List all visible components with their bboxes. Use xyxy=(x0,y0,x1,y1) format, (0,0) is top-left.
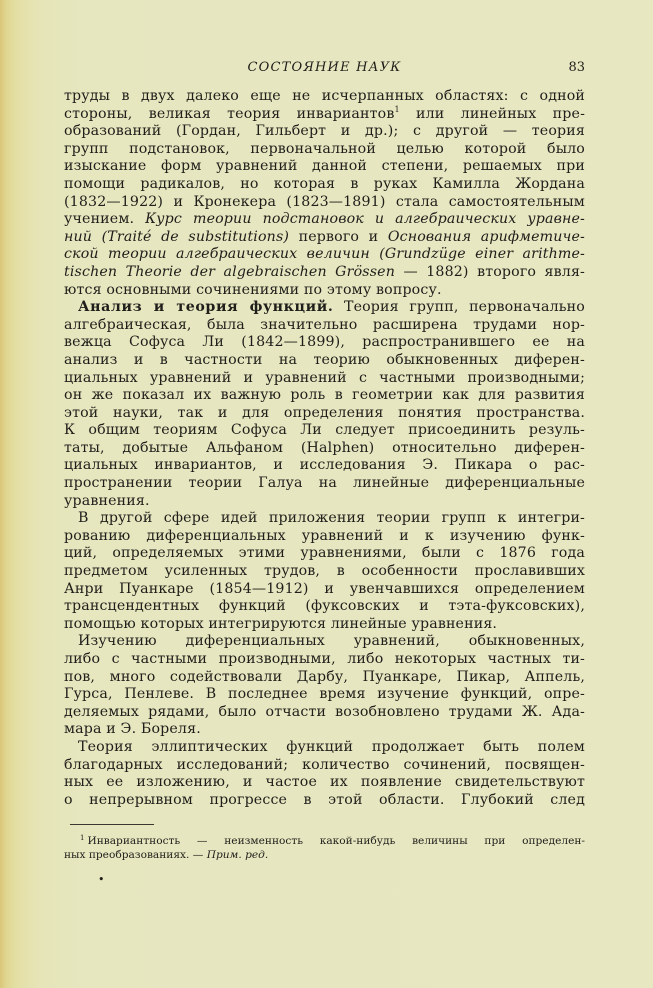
text-run: стороны, великая теория инвариантов xyxy=(64,105,395,122)
text-line xyxy=(64,264,585,282)
text-line: помощью которых интегрируются линейные уравнения. xyxy=(64,615,498,632)
book-title-italic: Основания арифметиче- xyxy=(387,228,585,245)
text-line: либо с частными производными, либо некоторых частных ти- xyxy=(64,651,585,667)
footnote-text: ных преобразованиях. — xyxy=(64,849,204,861)
text-line: Теория эллиптических функций продолжает быть полем xyxy=(78,738,585,755)
book-title-italic: ний (Traité de substitutions) xyxy=(64,228,290,245)
text-line: ются основными сочинениями по этому вопросу. xyxy=(64,281,442,298)
text-run: первого и xyxy=(298,228,379,245)
text-line: образований (Гордан, Гильберт и др.); с другой — теория xyxy=(64,123,585,140)
text-run: или линейных пре- xyxy=(416,105,586,122)
text-line: мара и Э. Бореля. xyxy=(64,721,201,738)
printer-mark-icon: • xyxy=(98,873,105,886)
text-line: К общим теориям Софуса Ли следует присоединить резуль- xyxy=(64,422,585,439)
footnote-number: 1 xyxy=(80,834,85,842)
running-title: СОСТОЯНИЕ НАУК xyxy=(247,60,402,75)
editor-note: Прим. ред. xyxy=(206,849,269,861)
text-line: алгебраическая, была значительно расширена трудами нор- xyxy=(64,316,585,333)
text-line: (1832—1922) и Кронекера (1823—1891) стала самостоятельным xyxy=(64,193,585,210)
text-line: благодарных исследований; количество сочинений, посвящен- xyxy=(64,756,585,773)
text-line xyxy=(64,229,585,247)
text-line: уравнения. xyxy=(64,492,150,509)
text-line: пов, много содействовали Дарбу, Пуанкаре, Пикар, Аппель, xyxy=(64,668,585,685)
text-line: групп подстановок, первоначальной целью которой было xyxy=(64,140,585,157)
text-line: пространении теории Галуа на линейные диференциальные xyxy=(64,475,585,492)
book-title-italic: Курс теории подстановок и алгебраических уравне- xyxy=(145,211,585,228)
text-run: учением. xyxy=(64,211,135,228)
section-heading: Анализ и теория функций. xyxy=(78,299,334,316)
text-line xyxy=(64,299,585,317)
text-run: — 1882) второго явля- xyxy=(403,263,585,280)
text-line: Анри Пуанкаре (1854—1912) и увенчавшихся определением xyxy=(64,580,585,597)
footnote xyxy=(64,834,585,862)
text-line: изыскание форм уравнений данной степени, решаемых при xyxy=(64,158,585,175)
text-line: Гурса, Пенлеве. В последнее время изучение функций, опре- xyxy=(64,686,585,703)
text-line xyxy=(64,211,585,229)
text-line: этой науки, так и для определения понятия пространства. xyxy=(64,404,585,421)
text-line: рованию диференциальных уравнений и к изучению функ- xyxy=(64,527,585,544)
text-line: трансцендентных функций (фуксовских и тэта-фуксовских), xyxy=(64,598,585,615)
text-line: он же показал их важную роль в геометрии как для развития xyxy=(64,387,585,404)
text-line: труды в двух далеко еще не исчерпанных областях: с одной xyxy=(64,88,585,104)
text-line xyxy=(64,106,585,124)
footnote-line xyxy=(64,834,585,848)
text-line: деляемых рядами, было отчасти возобновлено трудами Ж. Ада- xyxy=(64,703,585,720)
footnote-divider xyxy=(70,824,154,825)
body-text xyxy=(64,88,585,809)
text-line: В другой сфере идей приложения теории групп к интегри- xyxy=(78,510,585,527)
page-number: 83 xyxy=(568,60,585,75)
footnote-text: Инвариантность — неизменность какой-нибудь величины при определен- xyxy=(87,835,585,847)
text-line: таты, добытые Альфаном (Halphen) относительно диферен- xyxy=(64,439,585,456)
running-header xyxy=(64,58,585,78)
text-line: ных ее изложению, и частое их появление свидетельствуют xyxy=(64,774,585,791)
text-line: анализ и в частности на теорию обыкновенных диферен- xyxy=(64,351,585,368)
text-line: циальных инвариантов, и исследования Э. Пикара о рас- xyxy=(64,457,585,474)
footnote-reference[interactable]: 1 xyxy=(394,104,400,114)
text-line: ской теории алгебраических величин (Grundzüge einer arithme- xyxy=(64,246,585,263)
text-line: циальных уравнений и уравнений с частными производными; xyxy=(64,369,585,386)
text-line: Изучению диференциальных уравнений, обыкновенных, xyxy=(78,633,585,650)
book-title-italic: tischen Theorie der algebraischen Grössen xyxy=(64,263,395,280)
text-run: Теория групп, первоначально xyxy=(343,299,585,316)
text-line: о непрерывном прогрессе в этой области. Глубокий след xyxy=(64,791,585,808)
footnote-line xyxy=(64,848,585,862)
text-line: ций, определяемых этими уравнениями, были с 1876 года xyxy=(64,545,585,562)
text-line: вежца Софуса Ли (1842—1899), распространившего ее на xyxy=(64,334,585,351)
text-line: предметом усиленных трудов, в особенности прославивших xyxy=(64,563,585,580)
text-line: помощи радикалов, но которая в руках Камилла Жордана xyxy=(64,175,585,192)
